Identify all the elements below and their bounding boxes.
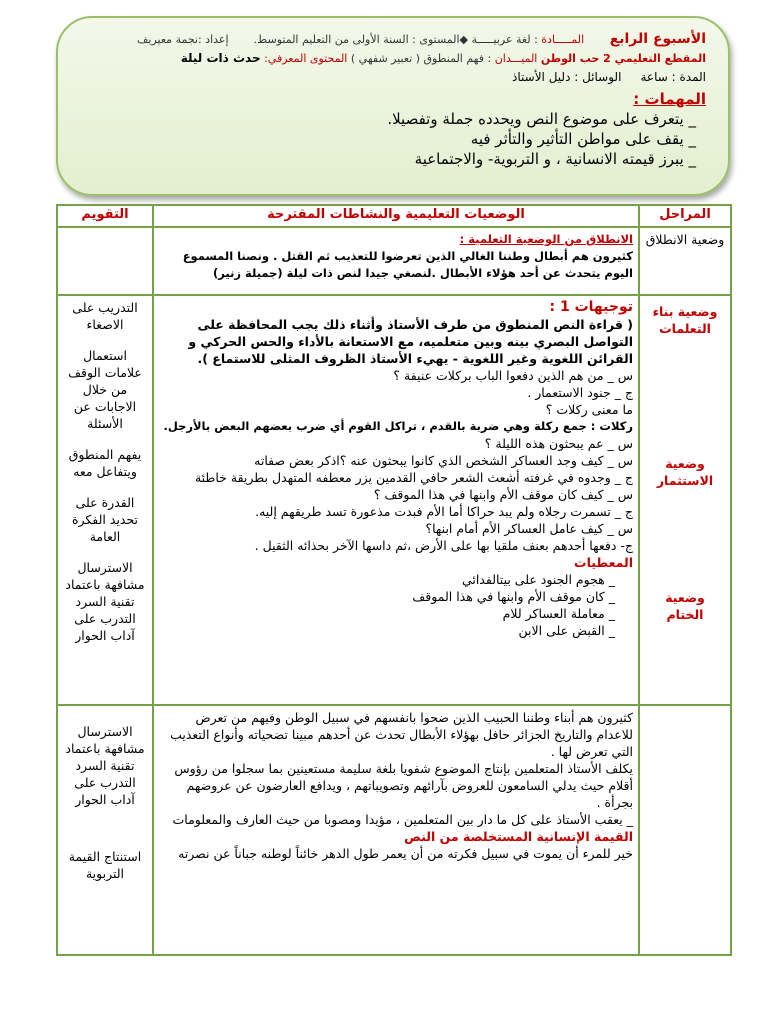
- launch-activity: [153, 227, 639, 295]
- eval-item: استعمال علامات الوقف من خلال الاجابات عن الأسئلة: [68, 348, 142, 431]
- eval-item: التدريب على الاصغاء: [72, 300, 138, 332]
- given-item: _ كان موقف الأم وابنها في هذا الموقف: [412, 589, 615, 604]
- qa-line: ج _ جنود الاستعمار .: [527, 385, 633, 400]
- task-item: _ يقف على مواطن التأثير والتأثر فيه: [470, 130, 696, 148]
- given-item: _ القبض على الابن: [518, 623, 615, 638]
- table-row: [57, 227, 731, 295]
- closing-activity: [153, 705, 639, 955]
- level-value: : السنة الأولى من التعليم المتوسط.: [253, 33, 416, 46]
- eval-item: الاسترسال مشافهة باعتماد تقنية السرد التدرب على آداب الحوار: [65, 560, 145, 643]
- eval-item: القدرة على تحديد الفكرة العامة: [71, 495, 139, 544]
- lesson-header: [56, 16, 730, 196]
- qa-line: س _ عم يبحثون هذه الليلة ؟: [484, 436, 633, 451]
- eval-item: الاسترسال مشافهة باعتماد تقنية السرد التدرب على آداب الحوار: [65, 724, 145, 807]
- level-label: ◆المستوى: [419, 33, 468, 46]
- launch-text: كثيرون هم أبطال وطننا الغالي الذين تعرضوا للتعذيب ثم القتل . ونصنا المسموع اليوم يتحدث عن أحد هؤلاء الأبطال .لنصغي جيدا لنص ذات ليلة (جميلة زنير): [182, 249, 633, 280]
- qa-line: س _ كيف وجد العساكر الشخص الذي كانوا يبحثون عنه ؟اذكر بعض صفاته: [254, 453, 633, 468]
- col-eval-header: التقويم: [57, 205, 153, 227]
- qa-line: س _ من هم الذين دفعوا الباب بركلات عنيفة ؟: [393, 368, 633, 383]
- header-row-1: [80, 30, 706, 49]
- stage-invest: وضعية الاستثمار: [656, 456, 714, 488]
- col-activities-header: الوضعيات التعليمية والنشاطات المقترحة: [153, 205, 639, 227]
- qa-line: ج- دفعها أحدهم بعنف ملقيا بها على الأرض ،ثم داسها الآخر بحذائه الثقيل .: [254, 538, 633, 553]
- col-stages-header: المراحل: [639, 205, 731, 227]
- directives-title: توجيهات 1 :: [549, 299, 633, 315]
- qa-line: ج _ وجدوه في غرفته أشعث الشعر حافي القدمين يزر معطفه المتهدل بطريقة خاطئة: [194, 470, 633, 485]
- header-row-2: [80, 49, 706, 68]
- stage-closing: وضعية الختام: [665, 590, 705, 622]
- value-title: القيمة الإنسانية المستخلصة من النص: [404, 829, 633, 844]
- week-label: الأسبوع الرابع: [609, 31, 706, 47]
- directives-text: ( قراءة النص المنطوق من طرف الأستاذ وأثناء ذلك يجب المحافظة على التواصل البصري بينه وبين متعلميه، مع الاستعانة بالأداء والحس الحركي و القرائن اللغوية وغير اللغوية - يهيء الأستاذ الظروف المثلى للاستماع ).: [188, 317, 633, 366]
- segment-label: المقطع التعليمي 2 حب الوطن: [540, 52, 706, 65]
- closing-paragraph: كثيرون هم أبناء وطننا الحبيب الذين ضحوا بانفسهم في سبيل الوطن وفيهم من تعرض للاعدام والتاريخ الجزائر حافل بهؤلاء الأبطال تحدث عن أحدهم مبينا تضحياته وأنواع التعذيب التي تعرض لها .: [170, 710, 633, 759]
- subject-value: : لغة عربيـــــة: [471, 33, 538, 46]
- content-value: حدث ذات ليلة: [180, 51, 261, 65]
- closing-stage: [639, 705, 731, 955]
- build-eval: [57, 295, 153, 705]
- given-item: _ هجوم الجنود على بيتالفدائي: [461, 572, 615, 587]
- task-item: _ يبرز قيمته الانسانية ، و التربوية- والاجتماعية: [414, 150, 696, 168]
- eval-item: استنتاج القيمة التربوية: [68, 849, 142, 881]
- qa-line: س _ كيف كان موقف الأم وابنها في هذا الموقف ؟: [373, 487, 633, 502]
- table-header-row: [57, 205, 731, 227]
- eval-item: يفهم المنطوق ويتفاعل معه: [68, 447, 142, 479]
- qa-line: س _ كيف عامل العساكر الأم أمام ابنها؟: [425, 521, 633, 536]
- qa-line: ركلات : جمع ركلة وهي ضربة بالقدم ، تراكل القوم أي ضرب بعضهم البعض بالأرجل.: [163, 419, 633, 433]
- subject-label: المـــــادة: [541, 33, 585, 46]
- launch-eval: [57, 227, 153, 295]
- table-row: [57, 705, 731, 955]
- stage-launch: وضعية الانطلاق: [639, 227, 731, 295]
- tasks-title: المهمات :: [633, 90, 706, 108]
- build-activity: [153, 295, 639, 705]
- given-item: _ معاملة العساكر للام: [502, 606, 615, 621]
- duration: المدة : ساعة: [640, 70, 706, 84]
- givens-title: المعطيات: [574, 555, 633, 570]
- qa-line: ما معنى ركلات ؟: [545, 402, 633, 417]
- table-row: [57, 295, 731, 705]
- field-value: : فهم المنطوق ( تعبير شفهي ): [350, 52, 492, 65]
- field-label: الميـــدان: [494, 52, 538, 65]
- header-row-3: [80, 68, 706, 87]
- means: الوسائل : دليل الأستاذ: [512, 70, 622, 84]
- closing-eval: [57, 705, 153, 955]
- stage-column: [639, 295, 731, 705]
- value-text: خير للمرء أن يموت في سبيل فكرته من أن يعمر طول الدهر خائناً لوطنه جباناً عن نصرته: [178, 846, 633, 861]
- stage-build: وضعية بناء التعلمات: [652, 304, 718, 336]
- qa-line: ج _ تسمرت رجلاه ولم يبد حراكا أما الأم فبدت مذعورة تسد طريقهم إليه.: [255, 504, 633, 519]
- closing-paragraph: _ يعقب الأستاذ على كل ما دار بين المتعلمين ، مؤيدا ومصوبا من حيث العارف والمعلومات: [172, 812, 633, 827]
- lesson-table: [56, 204, 732, 956]
- prepared-by: إعداد :نجمة معيريف: [137, 33, 229, 46]
- closing-paragraph: يكلف الأستاذ المتعلمين بإنتاج الموضوع شفويا بلغة سليمة مستعينين بما سجلوا من رؤوس أقلام حيث يدلي السامعون للعروض بآرائهم وتصويباتهم ، ويدافع العارضون عن عروضهم بجرأة .: [174, 761, 633, 810]
- content-label: المحتوى المعرفي:: [264, 52, 348, 65]
- task-item: _ يتعرف على موضوع النص ويحدده جملة وتفصيلا.: [387, 110, 696, 128]
- launch-title: الانطلاق من الوضعية التعلمية :: [459, 232, 633, 246]
